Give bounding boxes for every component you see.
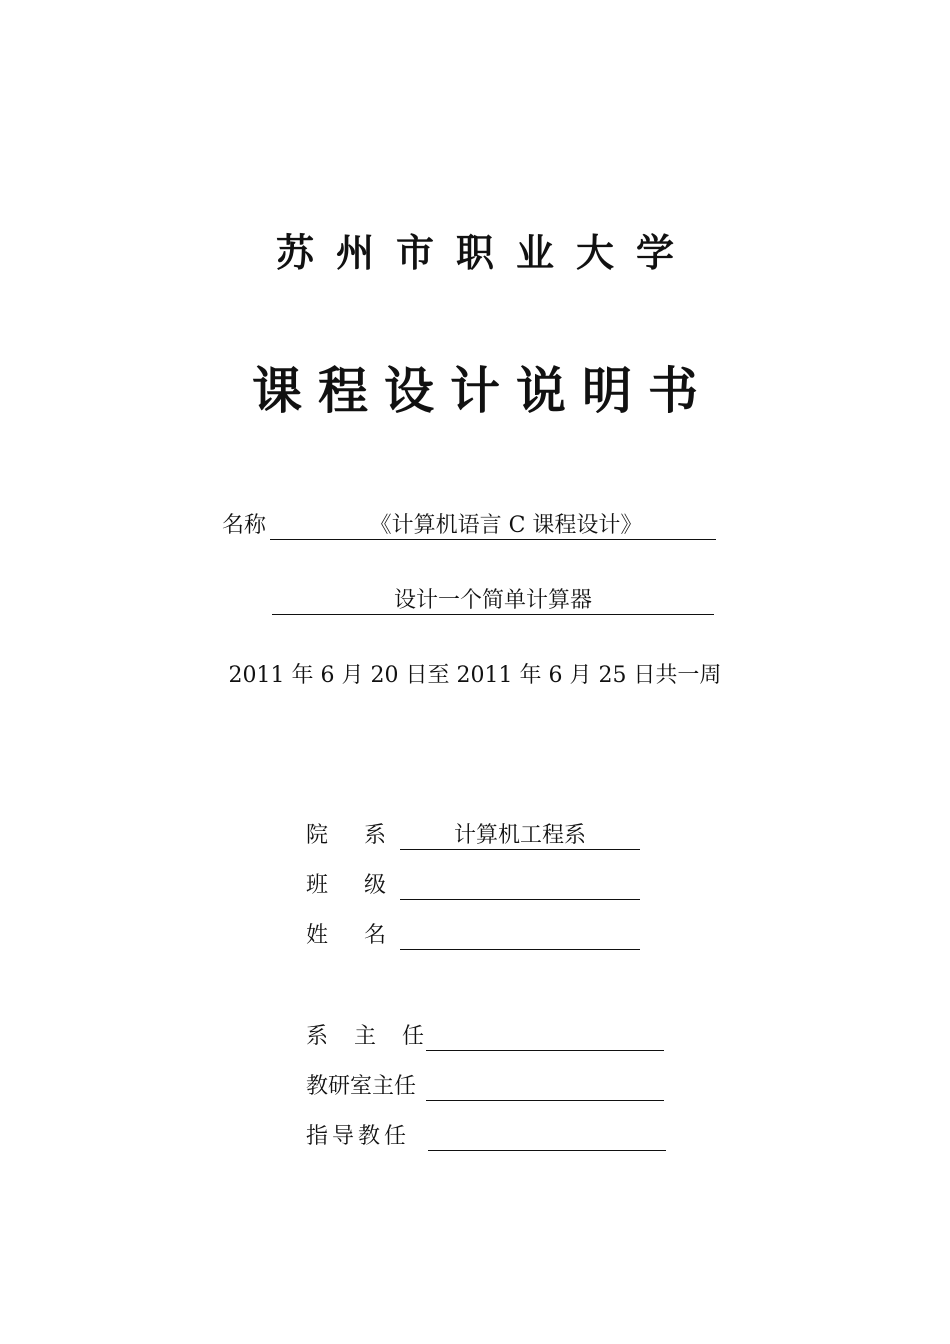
director-label-c: 任	[402, 1024, 425, 1049]
department-label-a: 院	[306, 823, 329, 848]
department-director-signature-line	[426, 1023, 664, 1051]
director-label-b: 主	[354, 1024, 377, 1049]
department-label	[306, 822, 386, 850]
director-label-a: 系	[306, 1024, 329, 1049]
department-label-b: 系	[364, 823, 387, 848]
lab-director-label: 教研室主任	[306, 1074, 417, 1099]
course-name-label: 名称	[222, 513, 267, 538]
course-name-value: 《计算机语言 C 课程设计》	[369, 513, 643, 538]
design-topic-value: 设计一个简单计算器	[393, 588, 592, 613]
class-field	[400, 872, 640, 900]
department-field	[400, 822, 640, 850]
student-name-label-a: 姓	[306, 923, 329, 948]
class-label	[306, 872, 386, 900]
design-topic-field	[272, 587, 714, 615]
document-title: 课程设计说明书	[252, 362, 714, 420]
department-value: 计算机工程系	[453, 823, 586, 848]
class-label-a: 班	[306, 873, 329, 898]
date-range: 2011 年 6 月 20 日至 2011 年 6 月 25 日共一周	[228, 663, 722, 688]
department-director-label	[306, 1023, 424, 1051]
lab-director-signature-line	[426, 1073, 664, 1101]
student-name-label	[306, 922, 386, 950]
class-label-b: 级	[364, 873, 387, 898]
university-name: 苏州市职业大学	[275, 231, 696, 275]
advisor-label: 指导教任	[306, 1124, 411, 1149]
advisor-signature-line	[428, 1123, 666, 1151]
student-name-label-b: 名	[364, 923, 387, 948]
course-name-field	[270, 512, 716, 540]
student-name-field	[400, 922, 640, 950]
